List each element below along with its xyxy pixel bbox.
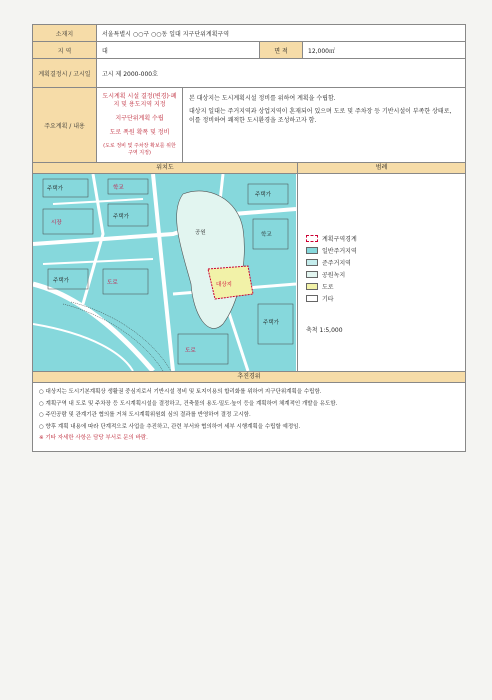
svg-text:주택가: 주택가 xyxy=(53,278,69,284)
decision-value: 고시 제 2000-000호 xyxy=(102,70,158,78)
svg-text:주택가: 주택가 xyxy=(255,192,271,198)
location-value: 서울특별시 ○○구 ○○동 일대 지구단위계획구역 xyxy=(102,30,230,38)
legend-swatch xyxy=(306,271,318,278)
svg-text:도로: 도로 xyxy=(185,348,196,354)
legend-item xyxy=(306,234,457,243)
svg-text:도로: 도로 xyxy=(107,280,118,286)
legend-title: 범례 xyxy=(298,163,465,174)
legend-label: 도로 xyxy=(322,284,334,291)
plan-left-item: 도로 폭원 확폭 및 정비 xyxy=(109,129,170,137)
legend-item xyxy=(306,258,457,267)
legend-swatch xyxy=(306,259,318,266)
svg-text:주택가: 주택가 xyxy=(263,320,279,326)
legend-item xyxy=(306,294,457,303)
description-para: ○ 주민공람 및 관계기관 협의를 거쳐 도시계획위원회 심의 결과를 반영하여 결정 고시함. xyxy=(39,412,251,419)
plan-body-para: 대상지 일대는 주거지역과 상업지역이 혼재되어 있으며 도로 및 주차장 등 기반시설이 부족한 상태로, 이를 정비하여 쾌적한 도시환경을 조성하고자 함. xyxy=(189,108,452,124)
legend-item xyxy=(306,282,457,291)
plan-body xyxy=(183,88,465,162)
svg-text:학교: 학교 xyxy=(261,232,272,238)
description-title: 추진경위 xyxy=(33,372,465,383)
decision-label: 계획결정시 / 고시일 xyxy=(33,59,97,87)
description-para: ○ 향후 계획 내용에 따라 단계적으로 사업을 추진하고, 관련 부서와 협의하여 세부 시행계획을 수립할 예정임. xyxy=(39,423,301,430)
legend-swatch xyxy=(306,247,318,254)
plan-label: 주요계획 / 내용 xyxy=(33,88,97,162)
legend-label: 기타 xyxy=(322,296,334,303)
location-label: 소재지 xyxy=(33,25,97,41)
map-svg xyxy=(33,174,296,371)
legend-swatch xyxy=(306,235,318,242)
document-page xyxy=(32,24,466,452)
svg-text:대상지: 대상지 xyxy=(216,282,232,288)
decision-row xyxy=(33,59,465,88)
map-title: 위치도 xyxy=(33,163,297,174)
legend-label: 계획구역경계 xyxy=(322,236,357,243)
plan-left-items xyxy=(97,88,183,162)
zone-value: 12,000㎡ xyxy=(308,47,335,55)
legend-item xyxy=(306,270,457,279)
legend-label: 공원녹지 xyxy=(322,272,346,279)
plan-row xyxy=(33,88,465,163)
area-value: 대 xyxy=(97,42,260,58)
legend-label: 준주거지역 xyxy=(322,260,351,267)
svg-text:주택가: 주택가 xyxy=(47,186,63,192)
legend-item xyxy=(306,246,457,255)
area-label: 지 역 xyxy=(33,42,97,58)
svg-text:시장: 시장 xyxy=(51,220,62,226)
plan-left-item: 지구단위계획 수립 xyxy=(115,115,164,123)
map-scale: 축척 1:5,000 xyxy=(306,327,343,334)
legend-column xyxy=(298,163,465,371)
location-map xyxy=(33,174,297,371)
description-body xyxy=(33,383,465,451)
description-para: ○ 계획구역 내 도로 및 주차장 등 도시계획시설을 결정하고, 건축물의 용도·밀도·높이 등을 계획하여 체계적인 개발을 유도함. xyxy=(39,400,338,407)
legend-swatch xyxy=(306,295,318,302)
svg-text:학교: 학교 xyxy=(113,185,124,191)
map-row xyxy=(33,163,465,372)
location-row xyxy=(33,25,465,42)
area-row xyxy=(33,42,465,59)
map-column xyxy=(33,163,298,371)
legend-label: 일반주거지역 xyxy=(322,248,357,255)
svg-text:공원: 공원 xyxy=(195,230,206,236)
plan-body-para: 본 대상지는 도시계획시설 정비를 위하여 계획을 수립함. xyxy=(189,95,336,102)
legend-box xyxy=(298,174,465,371)
description-para: ○ 대상지는 도시기본계획상 생활권 중심지로서 기반시설 정비 및 토지이용의 합리화를 위하여 지구단위계획을 수립함. xyxy=(39,389,322,395)
plan-left-item: 도시계획 시설 결정(변경)·폐지 및 용도지역 지정 xyxy=(102,93,177,109)
description-note: ※ 기타 자세한 사항은 담당 부서로 문의 바람. xyxy=(39,435,148,442)
plan-left-note: (도로 정비 및 주차장 확보를 위한 구역 지정) xyxy=(103,143,176,157)
legend-swatch xyxy=(306,283,318,290)
svg-text:주택가: 주택가 xyxy=(113,214,129,220)
zone-label: 면 적 xyxy=(260,42,303,58)
